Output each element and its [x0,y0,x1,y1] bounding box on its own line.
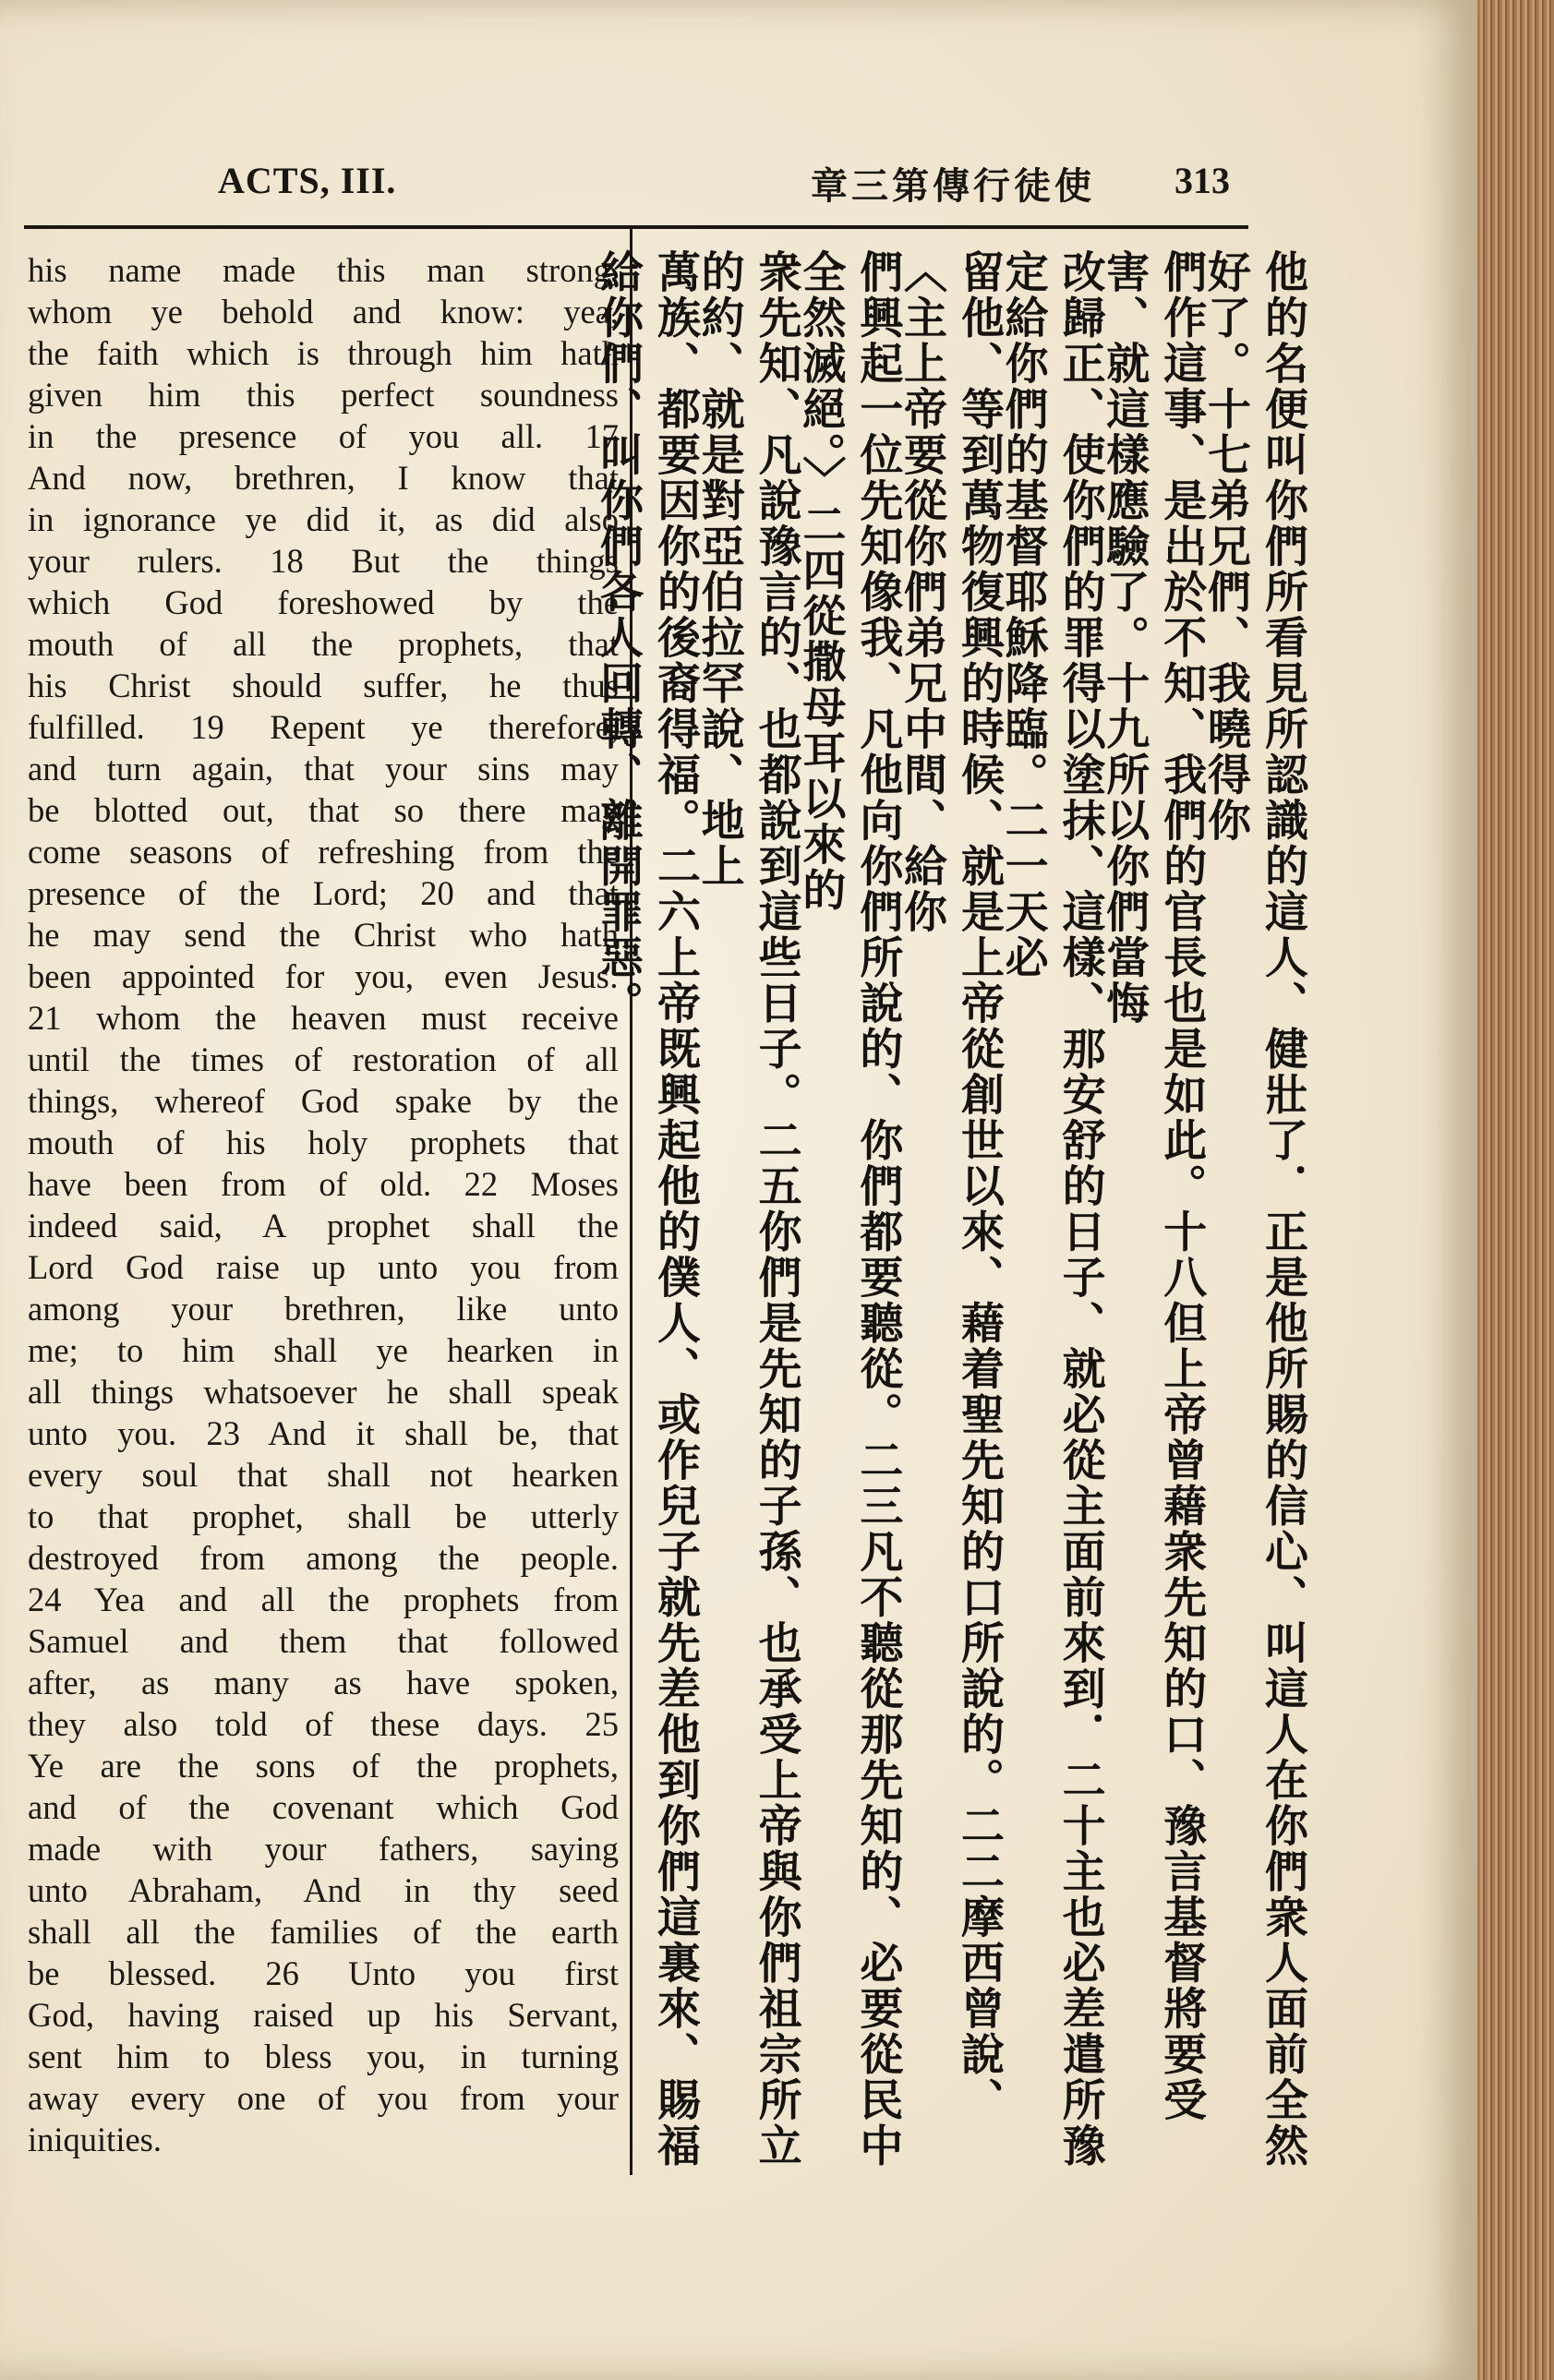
header-rule [24,225,1248,229]
english-line: away every one of you from your [28,2079,619,2117]
english-line: have been from of old. 22 Moses [28,1165,619,1203]
english-line: they also told of these days. 25 [28,1705,619,1743]
english-line: in the presence of you all. 17 [28,417,619,455]
english-line: whom ye behold and know: yea, [28,293,619,331]
english-line: and turn again, that your sins may [28,750,619,787]
english-line: things, whereof God spake by the [28,1082,619,1120]
english-line: he may send the Christ who hath [28,916,619,954]
english-line: in ignorance ye did it, as did also [28,500,619,538]
english-line: made with your fathers, saying [28,1830,619,1868]
chinese-column: 萬族、都要因你的後裔得福。二六上帝既興起他的僕人、或作兒子就先差他到你們這裏來、賜福給你們、叫你們各人回轉、離開罪惡。 [593,249,701,2169]
english-line: come seasons of refreshing from the [28,833,619,871]
chinese-column: 們作這事、是出於不知、我們的官長也是如此。十八但上帝曾藉衆先知的口、豫言基督將要受害、就這樣應驗了。十九所以你們當悔 [1099,249,1208,2123]
chinese-text-column [593,249,1311,2170]
english-line: presence of the Lord; 20 and that [28,874,619,912]
english-line: his name made this man strong, [28,251,619,289]
english-line: indeed said, A prophet shall the [28,1207,619,1244]
english-line: fulfilled. 19 Repent ye therefore, [28,708,619,746]
english-line: 24 Yea and all the prophets from [28,1581,619,1618]
english-line: Ye are the sons of the prophets, [28,1747,619,1785]
english-line: his Christ should suffer, he thus [28,667,619,704]
chinese-column: 改歸正、使你們的罪得以塗抹、這樣、那安舒的日子、就必從主面前來到．二十主也必差遣所豫定給你們的基督耶穌降臨。二一天必 [997,249,1106,2169]
english-line: be blessed. 26 Unto you first [28,1954,619,1992]
chinese-column: 們興起一位先知像我、凡他向你們所說的、你們都要聽從。二三凡不聽從那先知的、必要從民中全然滅絕。〉二四從撒母耳以來的 [795,249,904,2169]
english-line: given him this perfect soundness [28,376,619,414]
english-line: mouth of all the prophets, that [28,625,619,663]
english-line: Samuel and them that followed [28,1622,619,1660]
chinese-column: 衆先知、凡說豫言的、也都說到這些日子。二五你們是先知的子孫、也承受上帝與你們祖宗所立的約、就是對亞伯拉罕說、地上 [693,249,802,2169]
english-line: every soul that shall not hearken [28,1456,619,1494]
english-line: unto Abraham, And in thy seed [28,1871,619,1909]
english-line: among your brethren, like unto [28,1290,619,1328]
english-line: And now, brethren, I know that [28,459,619,497]
page-number: 313 [1175,160,1230,201]
english-line: been appointed for you, even Jesus: [28,957,619,995]
running-head-chinese: 章三第傳行徒使 [811,164,1095,208]
english-line: sent him to bless you, in turning [28,2037,619,2075]
english-line: be blotted out, that so there may [28,791,619,829]
english-line: after, as many as have spoken, [28,1664,619,1701]
english-line: all things whatsoever he shall speak [28,1373,619,1411]
english-line: and of the covenant which God [28,1788,619,1826]
english-line: unto you. 23 And it shall be, that [28,1414,619,1452]
running-head-book: ACTS, III. [218,160,397,201]
chinese-column: 留他、等到萬物復興的時候、就是上帝從創世以來、藉着聖先知的口所說的。二二摩西曾說、〈主上帝要從你們弟兄中間、給你 [896,249,1005,2123]
english-line: to that prophet, shall be utterly [28,1497,619,1535]
english-line: your rulers. 18 But the things [28,542,619,580]
english-line: iniquities. [28,2121,162,2158]
english-line: until the times of restoration of all [28,1040,619,1078]
english-line: Lord God raise up unto you from [28,1248,619,1286]
page-edge [1477,0,1554,2380]
english-line: destroyed from among the people. [28,1539,619,1577]
english-text-column [28,249,619,2160]
english-line: which God foreshowed by the [28,583,619,621]
english-line: God, having raised up his Servant, [28,1996,619,2034]
english-line: mouth of his holy prophets that [28,1124,619,1161]
english-line: 21 whom the heaven must receive [28,999,619,1037]
english-line: me; to him shall ye hearken in [28,1331,619,1369]
chinese-column: 他的名便叫你們所看見所認識的這人、健壯了．正是他所賜的信心、叫這人在你們衆人面前全然好了。十七弟兄們、我曉得你 [1199,249,1308,2169]
english-line: shall all the families of the earth [28,1913,619,1951]
english-line: the faith which is through him hath [28,334,619,372]
